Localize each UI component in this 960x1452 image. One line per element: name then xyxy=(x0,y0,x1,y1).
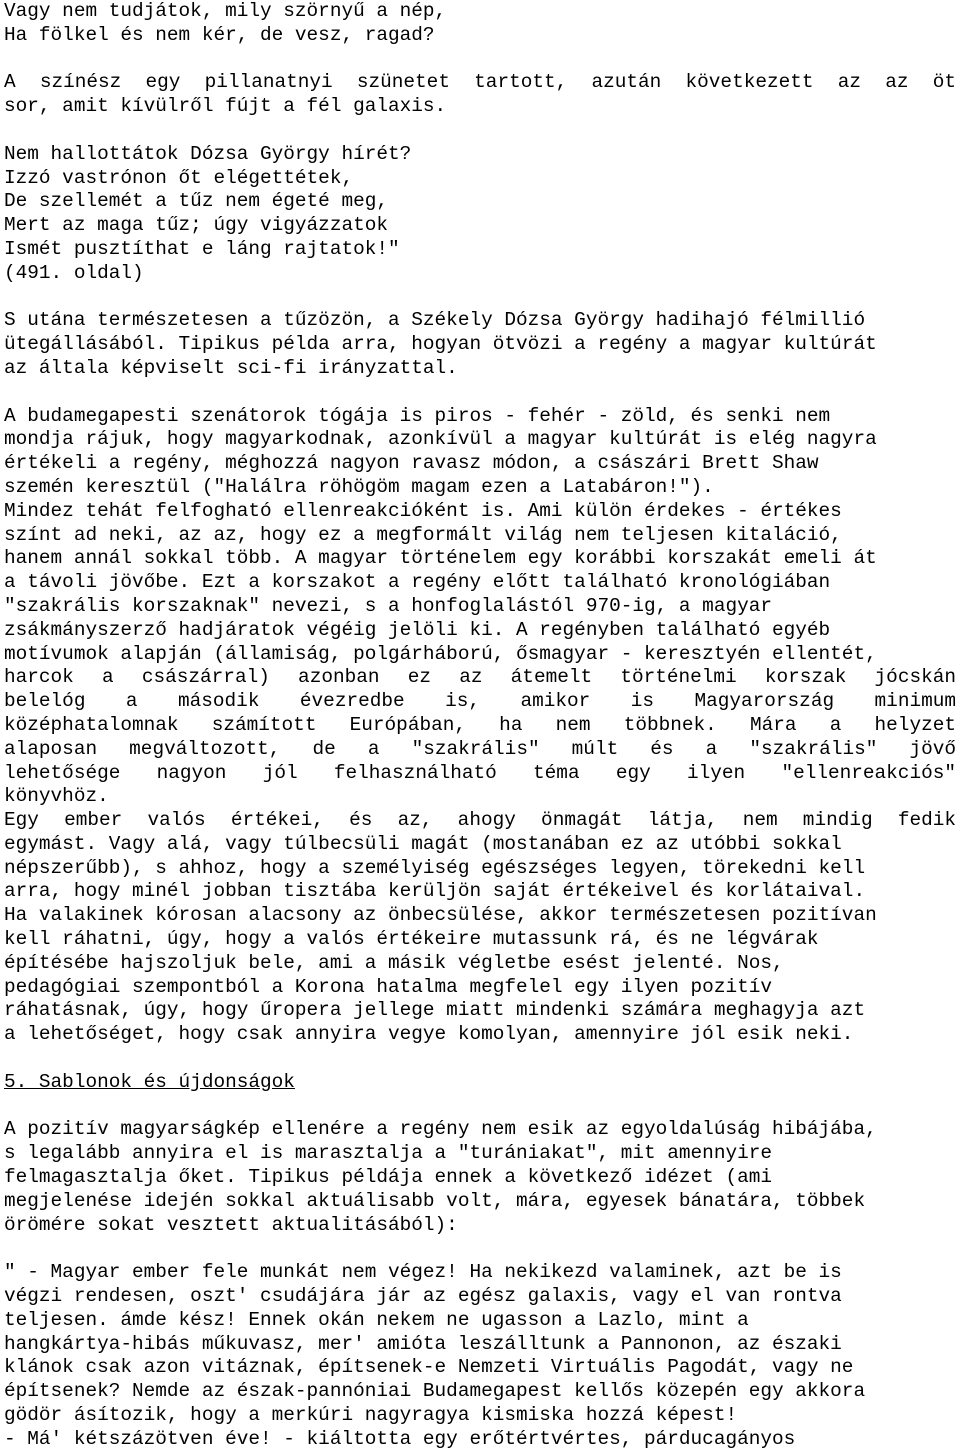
text-line: építésébe hajszoljuk bele, ami a másik végletbe esést jelenté. Nos, xyxy=(4,951,784,974)
text-line: ütegállásából. Tipikus példa arra, hogyan ötvözi a regény a magyar kultúrát xyxy=(4,333,877,356)
text-line: kell ráhatni, úgy, hogy a valós értékeire mutassunk rá, és ne légvárak xyxy=(4,928,819,951)
paragraph xyxy=(4,1118,956,1237)
text-line: Mert az maga tűz; úgy vigyázzatok xyxy=(4,214,388,237)
text-line: Nem hallottátok Dózsa György hírét? xyxy=(4,142,412,165)
text-line: S utána természetesen a tűzözön, a Székely Dózsa György hadihajó félmillió xyxy=(4,309,866,332)
text-line: pedagógiai szempontból a Korona hatalma megfelel egy ilyen pozitív xyxy=(4,975,772,998)
text-line: a távoli jövőbe. Ezt a korszakot a regény előtt található kronológiában xyxy=(4,571,831,594)
text-line: s legalább annyira el is marasztalja a "turániakat", mit amennyire xyxy=(4,1142,772,1165)
text-line: Vagy nem tudjátok, mily szörnyű a nép, xyxy=(4,0,447,22)
text-line: alaposan megváltozott, de a "szakrális" múlt és a "szakrális" jövő xyxy=(4,737,956,760)
text-line: lehetősége nagyon jól felhasználható téma egy ilyen "ellenreakciós" xyxy=(4,761,956,784)
text-line: "szakrális korszaknak" nevezi, s a honfoglalástól 970-ig, a magyar xyxy=(4,594,772,617)
text-line: belelóg a második évezredbe is, amikor is Magyarország minimum xyxy=(4,690,956,713)
text-line: zsákmányszerző hadjáratok végéig jelöli ki. A regényben található egyéb xyxy=(4,618,831,641)
text-line: értékeli a regény, méghozzá nagyon ravasz módon, a császári Brett Shaw xyxy=(4,452,819,475)
text-line: sor, amit kívülről fújt a fél galaxis. xyxy=(4,95,447,118)
text-line: örömére sokat vesztett aktualitásából): xyxy=(4,1213,458,1236)
page-reference: (491. oldal) xyxy=(4,261,144,284)
text-line: De szellemét a tűz nem égeté meg, xyxy=(4,190,388,213)
text-line: könyvhöz. xyxy=(4,785,109,808)
text-line: az általa képviselt sci-fi irányzattal. xyxy=(4,356,458,379)
text-line: építsenek? Nemde az észak-pannóniai Budamegapest kellős közepén egy akkora xyxy=(4,1380,866,1403)
text-line: motívumok alapján (államiság, polgárháború, ősmagyar - keresztyén ellentét, xyxy=(4,642,877,665)
text-line: teljesen. ámde kész! Ennek okán nekem ne ugasson a Lazlo, mint a xyxy=(4,1308,749,1331)
text-line: harcok a császárral) azonban ez az átemelt történelmi korszak jócskán xyxy=(4,666,956,689)
text-line: A színész egy pillanatnyi szünetet tartott, azután következett az az öt xyxy=(4,71,956,94)
text-line: hangkártya-hibás műkuvasz, mer' amióta leszálltunk a Pannonon, az északi xyxy=(4,1332,842,1355)
text-line: A budamegapesti szenátorok tógája is piros - fehér - zöld, és senki nem xyxy=(4,404,831,427)
text-line: végzi rendesen, oszt' csudájára jár az egész galaxis, vagy el van rontva xyxy=(4,1285,842,1308)
text-line: népszerűbb), s ahhoz, hogy a személyiség egészséges legyen, törekedni kell xyxy=(4,856,866,879)
paragraph xyxy=(4,71,956,119)
text-line: felmagasztalja őket. Tipikus példája ennek a következő idézet (ami xyxy=(4,1166,772,1189)
text-line: gödör ásítozik, hogy a merkúri nagyragya kismiska hozzá képest! xyxy=(4,1404,738,1427)
paragraph xyxy=(4,309,956,380)
text-line: egymást. Vagy alá, vagy túlbecsüli magát (mostanában ez az utóbbi sokkal xyxy=(4,832,842,855)
text-line: megjelenése idején sokkal aktuálisabb volt, mára, egyesek bánatára, többek xyxy=(4,1189,866,1212)
text-line: a lehetőséget, hogy csak annyira vegye komolyan, amennyire jól esik neki. xyxy=(4,1023,854,1046)
quoted-dialogue xyxy=(4,1261,956,1451)
text-line: Ismét pusztíthat e láng rajtatok!" xyxy=(4,237,400,260)
text-line: színt ad neki, az az, hogy ez a megformált világ nem teljesen kitaláció, xyxy=(4,523,842,546)
text-line: szemén keresztül ("Halálra röhögöm magam ezen a Latabáron!"). xyxy=(4,475,714,498)
poem-quote xyxy=(4,143,956,286)
text-line: Ha fölkel és nem kér, de vesz, ragad? xyxy=(4,23,435,46)
section-heading: 5. Sablonok és újdonságok xyxy=(4,1070,295,1093)
text-line: Egy ember valós értékei, és az, ahogy önmagát látja, nem mindig fedik xyxy=(4,809,956,832)
text-line: " - Magyar ember fele munkát nem végez! Ha nekikezd valaminek, azt be is xyxy=(4,1261,842,1284)
text-line: Ha valakinek kórosan alacsony az önbecsülése, akkor természetesen pozitívan xyxy=(4,904,877,927)
document-page xyxy=(4,0,956,1452)
text-line: Izzó vastrónon őt elégettétek, xyxy=(4,166,354,189)
text-line: ráhatásnak, úgy, hogy űropera jellege miatt mindenki számára meghagyja azt xyxy=(4,999,866,1022)
text-line: A pozitív magyarságkép ellenére a regény nem esik az egyoldalúság hibájába, xyxy=(4,1118,877,1141)
text-line: arra, hogy minél jobban tisztába kerüljön saját értékeivel és korlátaival. xyxy=(4,880,866,903)
text-line: mondja rájuk, hogy magyarkodnak, azonkívül a magyar kultúrát is elég nagyra xyxy=(4,428,877,451)
text-line: hanem annál sokkal több. A magyar történelem egy korábbi korszakát emeli át xyxy=(4,547,877,570)
paragraph xyxy=(4,405,956,1048)
poem-excerpt-ending xyxy=(4,0,956,48)
text-line: középhatalomnak számított Európában, ha nem többnek. Mára a helyzet xyxy=(4,713,956,736)
text-line: klánok csak azon vitáznak, építsenek-e Nemzeti Virtuális Pagodát, vagy ne xyxy=(4,1356,854,1379)
text-line: - Má' kétszázötven éve! - kiáltotta egy erőtértvértes, párducagányos xyxy=(4,1427,796,1450)
text-line: Mindez tehát felfogható ellenreakcióként is. Ami külön érdekes - értékes xyxy=(4,499,842,522)
